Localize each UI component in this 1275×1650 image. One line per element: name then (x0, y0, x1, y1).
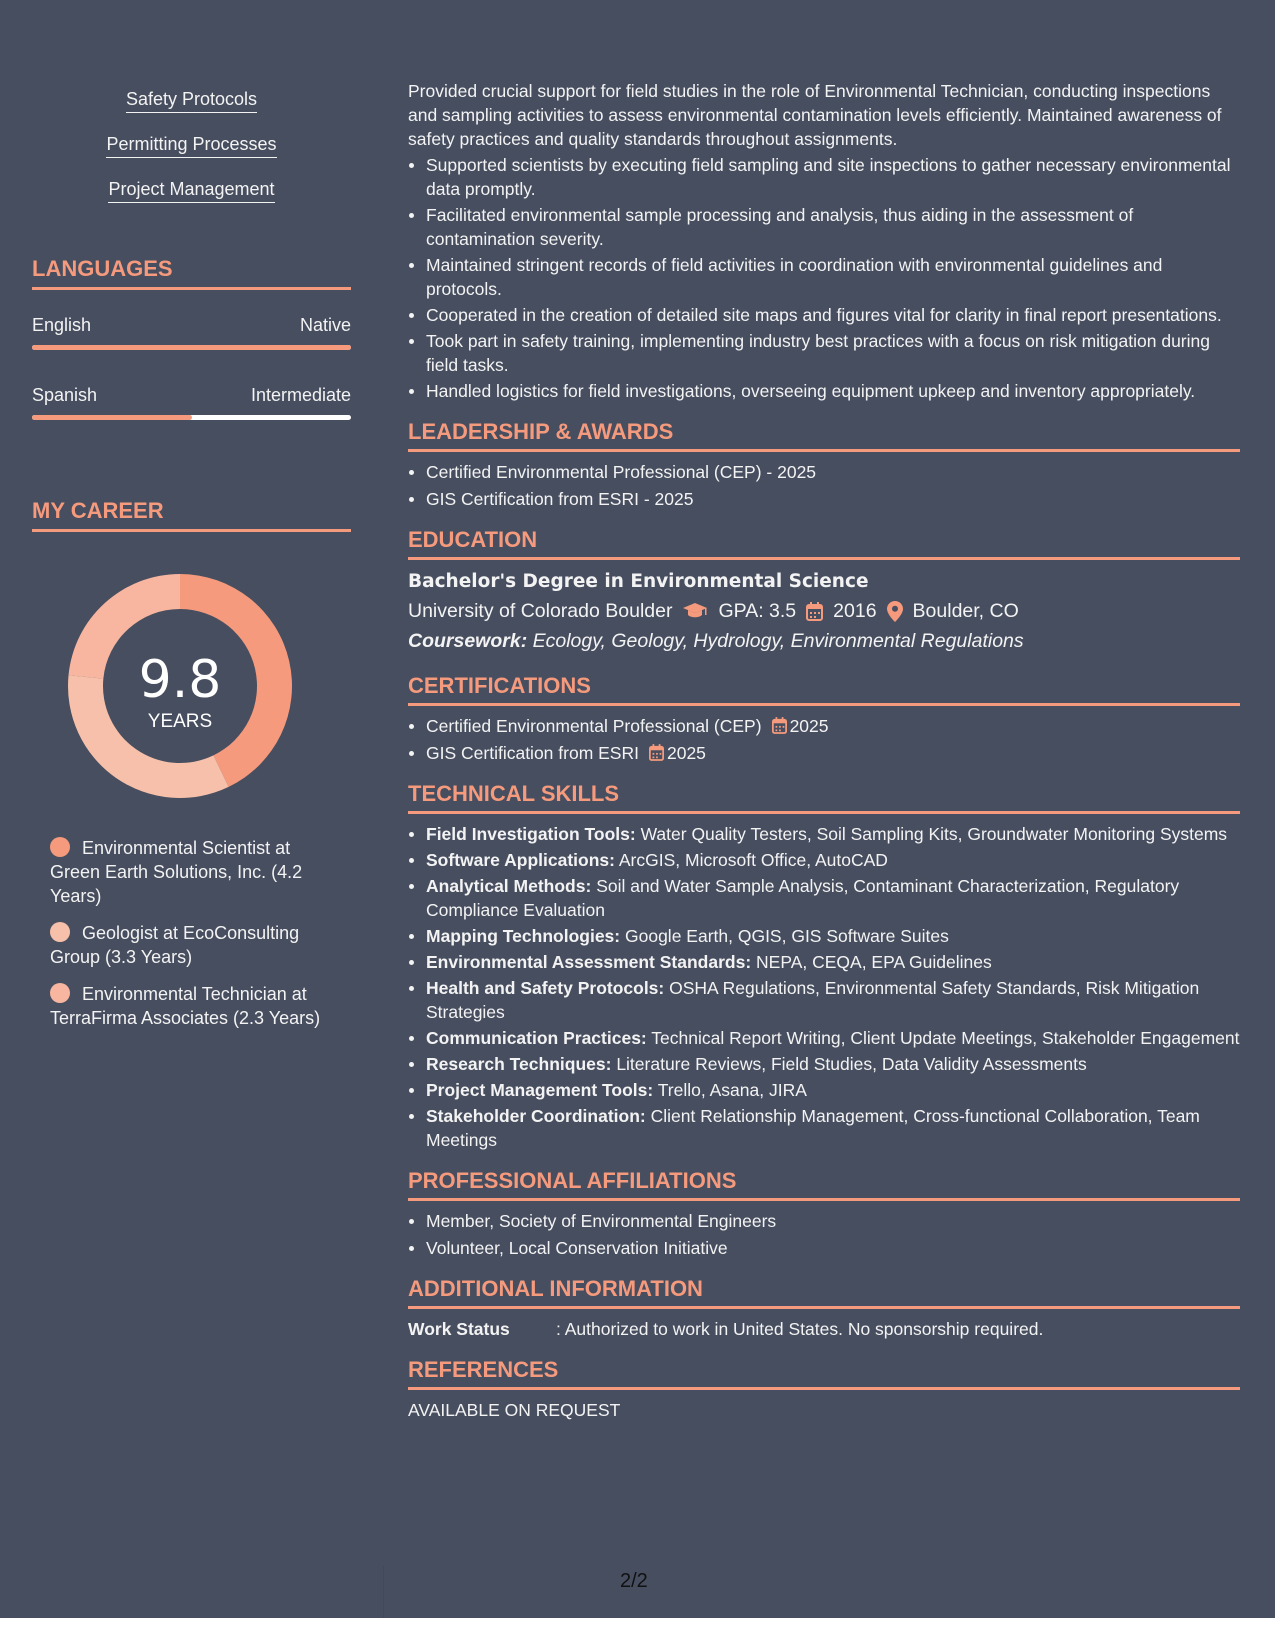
skill-category: Project Management Tools: (426, 1080, 654, 1100)
skill-values: Literature Reviews, Field Studies, Data Validity Assessments (616, 1054, 1087, 1074)
additional-info-heading: ADDITIONAL INFORMATION (408, 1276, 1240, 1309)
language-bar (32, 415, 351, 420)
certification-name: Certified Environmental Professional (CEP) (426, 716, 762, 736)
career-total-unit: YEARS (147, 711, 213, 732)
technical-skill-item (408, 924, 1240, 948)
coursework (408, 626, 1240, 656)
skill-project-management (32, 178, 351, 203)
work-status-value: : Authorized to work in United States. No sponsorship required. (556, 1319, 1044, 1339)
career-list (50, 836, 330, 1043)
technical-skill-item (408, 950, 1240, 974)
technical-skill-item (408, 848, 1240, 872)
certification-name: GIS Certification from ESRI (426, 743, 639, 763)
career-item (50, 982, 330, 1030)
affiliation-item: Volunteer, Local Conservation Initiative (408, 1236, 1240, 1260)
skill-label: Safety Protocols (126, 88, 257, 113)
skill-permitting-processes (32, 133, 351, 158)
languages-heading: LANGUAGES (32, 256, 351, 290)
language-bar-fill (32, 415, 192, 420)
skill-category: Research Techniques: (426, 1054, 612, 1074)
skill-category: Mapping Technologies: (426, 926, 621, 946)
language-level: Native (299, 315, 351, 335)
skill-category: Field Investigation Tools: (426, 824, 636, 844)
skill-values: ArcGIS, Microsoft Office, AutoCAD (618, 850, 888, 870)
certifications-list (408, 714, 1240, 765)
legend-dot (50, 922, 70, 942)
skill-category: Communication Practices: (426, 1028, 647, 1048)
skill-safety-protocols (32, 88, 351, 113)
calendar-icon (772, 717, 787, 734)
education-details (408, 596, 1240, 626)
language-bar-fill (32, 345, 351, 350)
technical-skill-item (408, 976, 1240, 1024)
leadership-heading: LEADERSHIP & AWARDS (408, 419, 1240, 452)
language-name: Spanish (32, 385, 98, 405)
skill-category: Health and Safety Protocols: (426, 978, 665, 998)
experience-bullet: Cooperated in the creation of detailed site maps and figures vital for clarity in final report presentations. (408, 303, 1240, 327)
technical-skill-item (408, 1078, 1240, 1102)
affiliations-list (408, 1209, 1240, 1260)
skill-label: Permitting Processes (106, 133, 276, 158)
leadership-list (408, 460, 1240, 511)
affiliation-item: Member, Society of Environmental Engineers (408, 1209, 1240, 1233)
technical-skill-item (408, 1052, 1240, 1076)
skill-category: Analytical Methods: (426, 876, 592, 896)
graduation-year: 2016 (833, 600, 877, 622)
career-item (50, 836, 330, 908)
coursework-list: Ecology, Geology, Hydrology, Environmental Regulations (532, 630, 1024, 652)
degree-title: Bachelor's Degree in Environmental Science (408, 571, 869, 592)
skill-values: Soil and Water Sample Analysis, Contaminant Characterization, Regulatory Compliance Evaluation (426, 876, 1180, 920)
experience-bullets (408, 153, 1240, 403)
skill-values: Client Relationship Management, Cross-functional Collaboration, Team Meetings (426, 1106, 1200, 1150)
certification-item (408, 714, 1240, 738)
location-pin-icon (887, 601, 903, 622)
leadership-item: GIS Certification from ESRI - 2025 (408, 487, 1240, 511)
graduation-cap-icon (682, 602, 708, 620)
certification-year: 2025 (789, 716, 829, 736)
coursework-label: Coursework: (408, 630, 528, 652)
career-total-years: 9.8 (138, 650, 222, 710)
experience-summary: Provided crucial support for field studies in the role of Environmental Technician, conducting inspections and sampling activities to assess environmental contamination levels efficiently. Maintained awareness of safety practices and quality standards throughout assignments. (408, 81, 1222, 149)
career-item-text: Environmental Technician at TerraFirma Associates (2.3 Years) (50, 984, 321, 1028)
language-level: Intermediate (250, 385, 351, 405)
experience-bullet: Handled logistics for field investigations, overseeing equipment upkeep and inventory appropriately. (408, 379, 1240, 403)
calendar-icon (649, 744, 664, 761)
technical-skills-list (408, 822, 1240, 1152)
affiliations-heading: PROFESSIONAL AFFILIATIONS (408, 1168, 1240, 1201)
gpa: GPA: 3.5 (718, 600, 797, 622)
technical-skill-item (408, 822, 1240, 846)
career-donut-chart (65, 571, 295, 801)
main-column (408, 79, 1240, 1422)
skill-category: Environmental Assessment Standards: (426, 952, 752, 972)
experience-bullet: Facilitated environmental sample processing and analysis, thus aiding in the assessment of contamination severity. (408, 203, 1240, 251)
certifications-heading: CERTIFICATIONS (408, 673, 1240, 706)
language-spanish (32, 384, 351, 420)
skill-values: Trello, Asana, JIRA (657, 1080, 807, 1100)
certification-item (408, 741, 1240, 765)
technical-skill-item (408, 874, 1240, 922)
language-name: English (32, 315, 92, 335)
skill-label: Project Management (108, 178, 274, 203)
legend-dot (50, 983, 70, 1003)
references-heading: REFERENCES (408, 1357, 1240, 1390)
skill-values: Water Quality Testers, Soil Sampling Kits, Groundwater Monitoring Systems (640, 824, 1228, 844)
skill-values: OSHA Regulations, Environmental Safety Standards, Risk Mitigation Strategies (426, 978, 1200, 1022)
work-status-label: Work Status (408, 1319, 510, 1339)
education-heading: EDUCATION (408, 527, 1240, 560)
work-status-row (408, 1317, 1240, 1341)
leadership-item: Certified Environmental Professional (CEP) - 2025 (408, 460, 1240, 484)
technical-skill-item (408, 1026, 1240, 1050)
calendar-icon (806, 602, 823, 621)
skill-values: NEPA, CEQA, EPA Guidelines (756, 952, 992, 972)
legend-dot (50, 837, 70, 857)
language-english (32, 314, 351, 350)
experience-bullet: Took part in safety training, implementing industry best practices with a focus on risk mitigation during field tasks. (408, 329, 1240, 377)
skill-category: Software Applications: (426, 850, 615, 870)
career-item (50, 921, 330, 969)
skill-category: Stakeholder Coordination: (426, 1106, 646, 1126)
school-location: Boulder, CO (912, 600, 1019, 622)
language-bar (32, 345, 351, 350)
column-divider (383, 1566, 384, 1618)
school-name: University of Colorado Boulder (408, 600, 673, 622)
technical-skill-item (408, 1104, 1240, 1152)
skill-values: Technical Report Writing, Client Update Meetings, Stakeholder Engagement (651, 1028, 1240, 1048)
page-number: 2/2 (620, 1570, 648, 1592)
certification-year: 2025 (666, 743, 706, 763)
experience-bullet: Supported scientists by executing field sampling and site inspections to gather necessary environmental data promptly. (408, 153, 1240, 201)
career-item-text: Geologist at EcoConsulting Group (3.3 Years) (50, 923, 300, 967)
experience-bullet: Maintained stringent records of field activities in coordination with environmental guidelines and protocols. (408, 253, 1240, 301)
career-item-text: Environmental Scientist at Green Earth Solutions, Inc. (4.2 Years) (50, 838, 303, 906)
references-text: AVAILABLE ON REQUEST (408, 1400, 621, 1420)
career-heading: MY CAREER (32, 498, 351, 532)
skill-values: Google Earth, QGIS, GIS Software Suites (625, 926, 949, 946)
technical-skills-heading: TECHNICAL SKILLS (408, 781, 1240, 814)
